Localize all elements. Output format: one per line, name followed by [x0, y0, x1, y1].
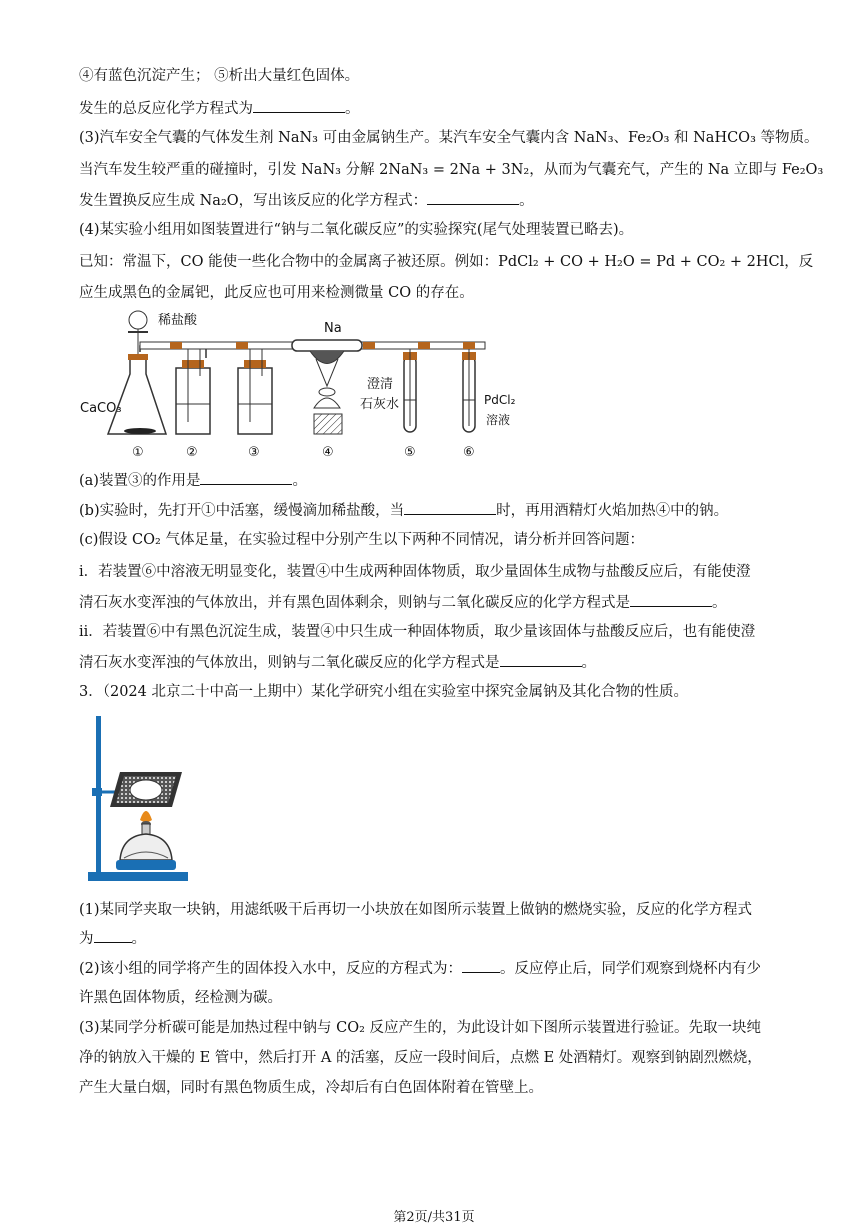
- text-line: 应生成黑色的金属钯，此反应也可用来检测微量 CO 的存在。: [79, 285, 474, 301]
- question-c-ii: ii．若装置⑥中有黑色沉淀生成，装置④中只生成一种固体物质，取少量该固体与盐酸反应后，也有能使澄: [79, 624, 756, 640]
- answer-blank: [462, 958, 500, 973]
- text-line: 已知：常温下，CO 能使一些化合物中的金属离子被还原。例如：PdCl₂ + CO + H₂O = Pd + CO₂ + 2HCl，反: [79, 254, 814, 270]
- device-number: ③: [248, 445, 260, 460]
- question-a: (a)装置③的作用是 。: [79, 470, 307, 491]
- na-label: Na: [324, 321, 342, 336]
- text-line: 当汽车发生较严重的碰撞时，引发 NaN₃ 分解 2NaN₃ = 2Na + 3N₂，从而为气囊充气，产生的 Na 立即与 Fe₂O₃: [79, 162, 824, 178]
- part-3: 净的钠放入干燥的 E 管中，然后打开 A 的活塞，反应一段时间后，点燃 E 处酒精灯。观察到钠剧烈燃烧，: [79, 1050, 762, 1066]
- device-number: ①: [132, 445, 144, 460]
- question-3-heading: 3．（2024 北京二十中高一上期中）某化学研究小组在实验室中探究金属钠及其化合物的性质。: [79, 684, 688, 700]
- part-1: 为 。: [79, 928, 146, 949]
- device-number: ④: [322, 445, 334, 460]
- limewater-label: 石灰水: [360, 397, 400, 412]
- answer-blank: [200, 470, 292, 485]
- device-number: ⑤: [404, 445, 416, 460]
- part-2: (2)该小组的同学将产生的固体投入水中，反应的方程式为： 。反应停止后，同学们观察到烧杯内有少: [79, 958, 761, 979]
- acid-label: 稀盐酸: [158, 313, 198, 328]
- answer-blank: [500, 652, 582, 667]
- co2-sodium-apparatus-diagram: [78, 304, 516, 464]
- text-line: 发生的总反应化学方程式为 。: [79, 98, 360, 119]
- question-b: (b)实验时，先打开①中活塞，缓慢滴加稀盐酸，当 时，再用酒精灯火焰加热④中的钠。: [79, 500, 728, 521]
- answer-blank: [404, 500, 496, 515]
- device-number: ②: [186, 445, 198, 460]
- answer-blank: [427, 190, 519, 205]
- question-c-i: 清石灰水变浑浊的气体放出，并有黑色固体剩余，则钠与二氧化碳反应的化学方程式是 。: [79, 592, 727, 613]
- answer-blank: [253, 98, 345, 113]
- question-c: (c)假设 CO₂ 气体足量，在实验过程中分别产生以下两种不同情况，请分析并回答问题：: [79, 532, 644, 548]
- limewater-label: 澄清: [367, 377, 394, 392]
- answer-blank: [94, 928, 132, 943]
- text-line: 发生置换反应生成 Na₂O，写出该反应的化学方程式： 。: [79, 190, 534, 211]
- question-c-ii: 清石灰水变浑浊的气体放出，则钠与二氧化碳反应的化学方程式是 。: [79, 652, 596, 673]
- text-line: ④有蓝色沉淀产生； ⑤析出大量红色固体。: [79, 68, 360, 84]
- page-number: 第2页/共31页: [393, 1210, 475, 1225]
- part-1: (1)某同学夹取一块钠，用滤纸吸干后再切一小块放在如图所示装置上做钠的燃烧实验，反应的化学方程式: [79, 902, 753, 918]
- device-number: ⑥: [463, 445, 475, 460]
- caco3-label: CaCO₃: [80, 401, 122, 416]
- part-2: 许黑色固体物质，经检测为碳。: [79, 990, 282, 1006]
- answer-blank: [630, 592, 712, 607]
- pdcl2-label: 溶液: [486, 413, 511, 427]
- pdcl2-label: PdCl₂: [484, 393, 516, 407]
- question-c-i: i．若装置⑥中溶液无明显变化，装置④中生成两种固体物质，取少量固体生成物与盐酸反应后，有能使澄: [79, 564, 751, 580]
- part-3: (3)某同学分析碳可能是加热过程中钠与 CO₂ 反应产生的，为此设计如下图所示装置进行验证。先取一块纯: [79, 1020, 762, 1036]
- text-line: (3)汽车安全气囊的气体发生剂 NaN₃ 可由金属钠生产。某汽车安全气囊内含 NaN₃、Fe₂O₃ 和 NaHCO₃ 等物质。: [79, 130, 819, 146]
- part-3: 产生大量白烟，同时有黑色物质生成，冷却后有白色固体附着在管壁上。: [79, 1080, 543, 1096]
- text-line: (4)某实验小组用如图装置进行“钠与二氧化碳反应”的实验探究(尾气处理装置已略去)。: [79, 222, 634, 238]
- sodium-burning-apparatus-diagram: [84, 712, 194, 884]
